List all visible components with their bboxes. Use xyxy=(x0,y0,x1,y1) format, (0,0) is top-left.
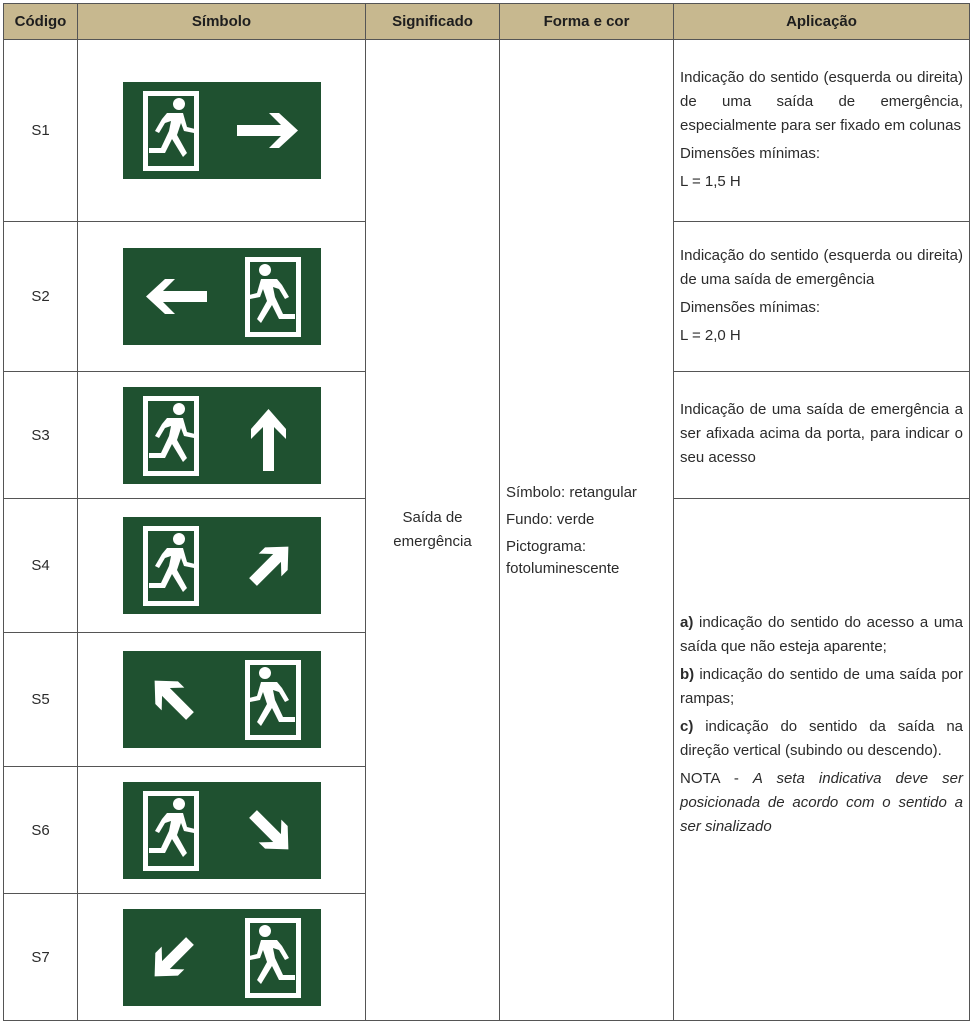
app-s1-dim-value: L = 1,5 H xyxy=(680,172,741,190)
app-s3-text: Indicação de uma saída de emergência a ser afixada acima da porta, para indicar o seu acesso xyxy=(680,401,963,466)
header-significado: Significado xyxy=(366,4,500,40)
symbol-cell xyxy=(78,499,366,633)
exit-man-left-arrow-down-right-icon xyxy=(123,782,321,879)
code-cell: S5 xyxy=(4,633,78,767)
app-s2-dim-value: L = 2,0 H xyxy=(680,326,741,344)
app-item-c: c) indicação do sentido da saída na direção vertical (subindo ou descendo). xyxy=(680,718,963,759)
forma-cell xyxy=(500,40,674,1021)
forma-line3: Pictograma: xyxy=(506,538,587,555)
symbol-cell xyxy=(78,222,366,372)
exit-man-left-arrow-up-right-icon xyxy=(123,517,321,614)
exit-man-left-arrow-up-icon xyxy=(123,387,321,484)
significado-cell xyxy=(366,40,500,1021)
header-codigo: Código xyxy=(4,4,78,40)
header-simbolo: Símbolo xyxy=(78,4,366,40)
exit-arrow-up-left-man-right-icon xyxy=(123,651,321,748)
app-s1-text: Indicação do sentido (esquerda ou direita) de uma saída de emergência, especialmente para ser fixado em colunas xyxy=(680,68,963,134)
exit-arrow-down-left-man-right-icon xyxy=(123,909,321,1006)
forma-line1: Símbolo: retangular xyxy=(506,484,637,501)
code-cell: S4 xyxy=(4,499,78,633)
app-item-a: a) indicação do sentido do acesso a uma saída que não esteja aparente; xyxy=(680,614,963,655)
table-row xyxy=(4,40,970,222)
code-cell: S7 xyxy=(4,894,78,1021)
app-cell-s2 xyxy=(674,222,970,372)
app-item-b: b) indicação do sentido de uma saída por rampas; xyxy=(680,666,963,707)
app-nota: NOTA - A seta indicativa deve ser posicionada de acordo com o sentido a ser sinalizado xyxy=(680,770,963,835)
app-s2-dim-label: Dimensões mínimas: xyxy=(680,298,821,316)
signage-table xyxy=(3,3,970,1021)
exit-arrow-left-man-right-icon xyxy=(123,248,321,345)
app-cell-s3 xyxy=(674,372,970,499)
symbol-cell xyxy=(78,767,366,894)
header-forma: Forma e cor xyxy=(500,4,674,40)
app-s1-dim-label: Dimensões mínimas: xyxy=(680,144,821,162)
code-cell: S3 xyxy=(4,372,78,499)
forma-line4: fotoluminescente xyxy=(506,560,620,577)
symbol-cell xyxy=(78,372,366,499)
app-s2-text: Indicação do sentido (esquerda ou direita) de uma saída de emergência xyxy=(680,246,963,288)
symbol-cell xyxy=(78,633,366,767)
code-cell: S1 xyxy=(4,40,78,222)
significado-line2: emergência xyxy=(393,533,472,550)
header-row xyxy=(4,4,970,40)
code-cell: S2 xyxy=(4,222,78,372)
code-cell: S6 xyxy=(4,767,78,894)
exit-man-right-arrow-right-icon xyxy=(123,82,321,179)
symbol-cell xyxy=(78,894,366,1021)
app-cell-s1 xyxy=(674,40,970,222)
significado-line1: Saída de xyxy=(402,509,463,526)
symbol-cell xyxy=(78,40,366,222)
app-cell-s4-s7 xyxy=(674,499,970,1021)
forma-line2: Fundo: verde xyxy=(506,511,595,528)
header-aplicacao: Aplicação xyxy=(674,4,970,40)
